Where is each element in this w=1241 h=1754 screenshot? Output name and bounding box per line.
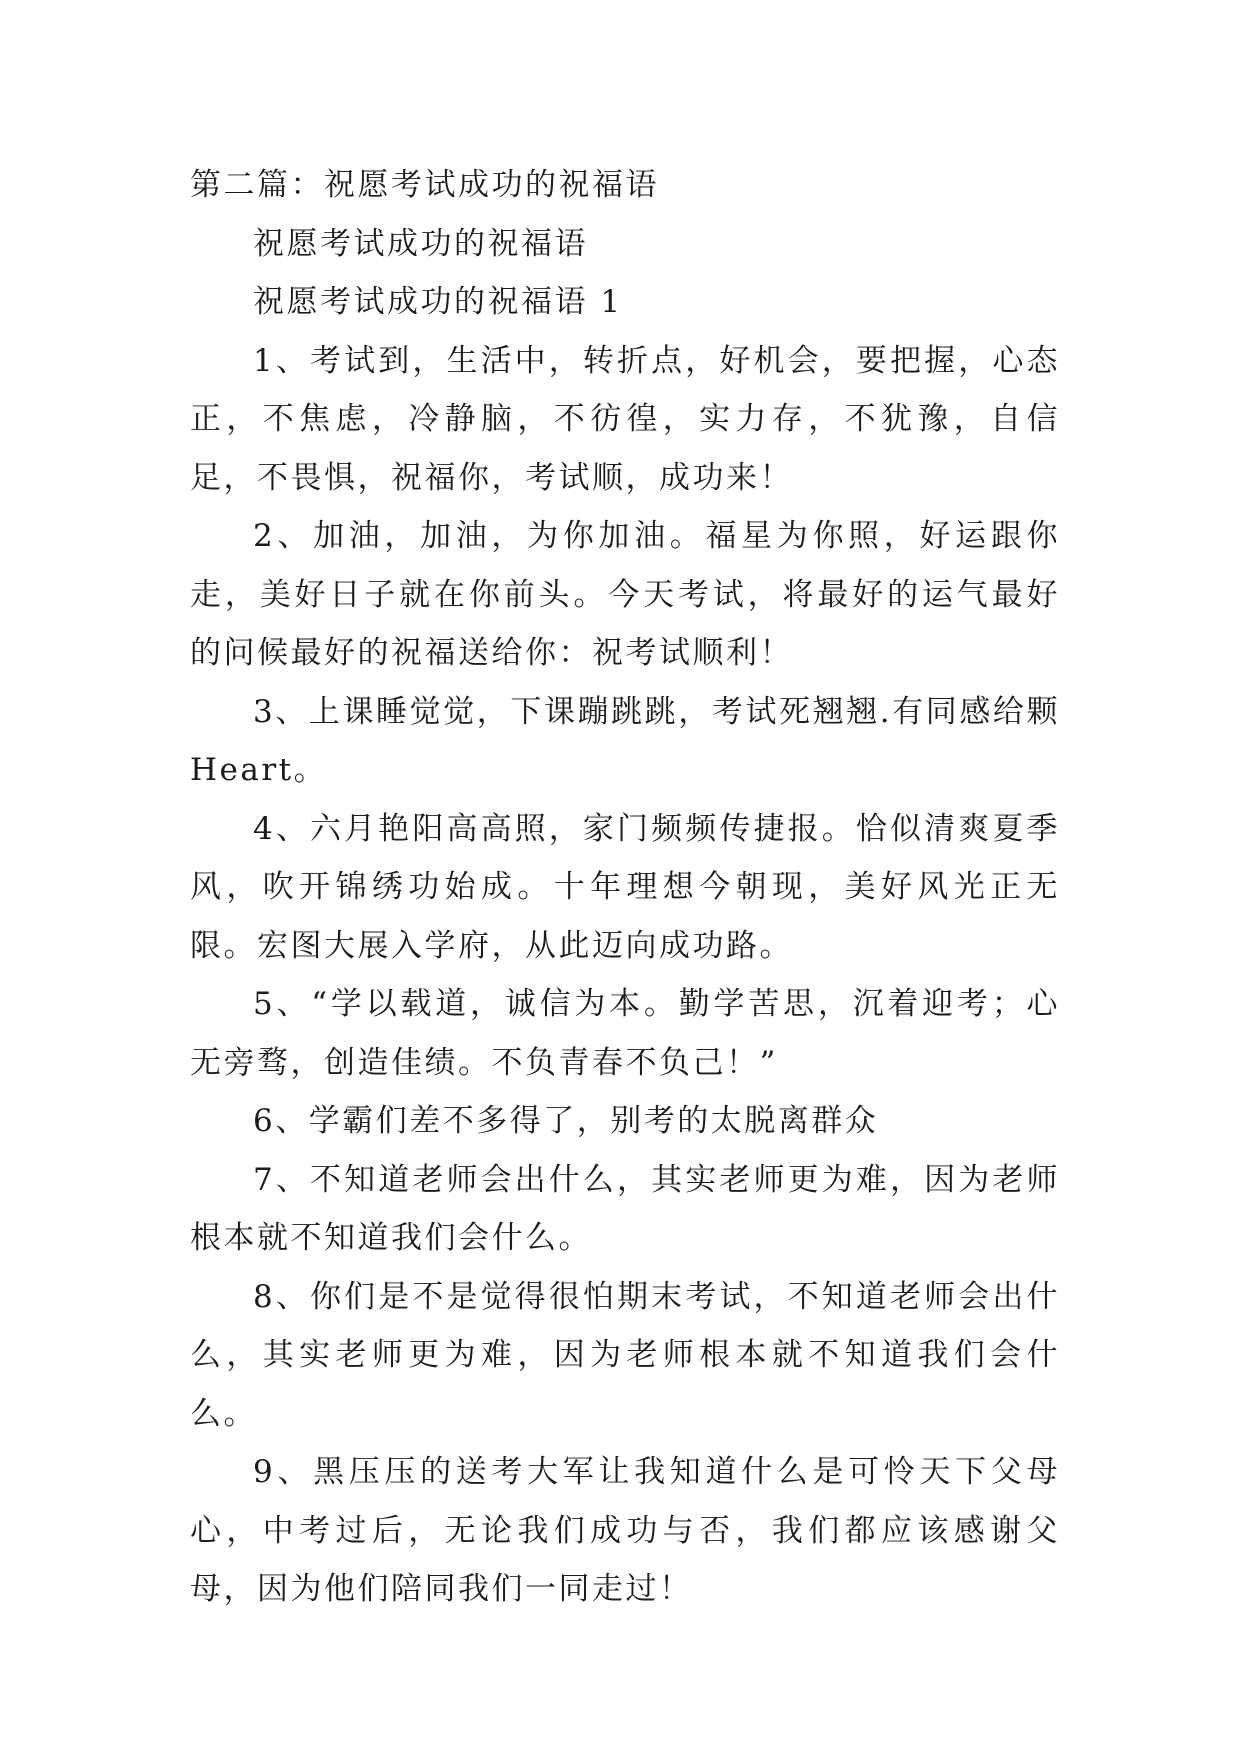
- document-heading: 第二篇：祝愿考试成功的祝福语: [190, 167, 659, 203]
- wish-paragraph-2: 2、加油，加油，为你加油。福星为你照，好运跟你走，美好日子就在你前头。今天考试，将最好的运气最好的问候最好的祝福送给你：祝考试顺利！: [190, 518, 1060, 671]
- section-title: 祝愿考试成功的祝福语 1: [253, 284, 623, 320]
- wish-paragraph-1: 1、考试到，生活中，转折点，好机会，要把握，心态正，不焦虑，冷静脑，不彷徨，实力存，不犹豫，自信足，不畏惧，祝福你，考试顺，成功来！: [190, 342, 1060, 496]
- wish-paragraph-4: 4、六月艳阳高高照，家门频频传捷报。恰似清爽夏季风，吹开锦绣功始成。十年理想今朝现，美好风光正无限。宏图大展入学府，从此迈向成功路。: [190, 810, 1060, 964]
- wish-paragraph-7: 7、不知道老师会出什么，其实老师更为难，因为老师根本就不知道我们会什么。: [190, 1161, 1060, 1256]
- wish-paragraph-5: 5、“学以载道，诚信为本。勤学苦思，沉着迎考；心无旁骛，创造佳绩。不负青春不负己！”: [190, 986, 1060, 1081]
- wish-paragraph-3: 3、上课睡觉觉，下课蹦跳跳，考试死翘翘.有同感给颗Heart。: [190, 693, 1060, 788]
- document-subtitle: 祝愿考试成功的祝福语: [253, 225, 588, 262]
- wish-paragraph-8: 8、你们是不是觉得很怕期末考试，不知道老师会出什么，其实老师更为难，因为老师根本就不知道我们会什么。: [190, 1278, 1060, 1432]
- wish-paragraph-9: 9、黑压压的送考大军让我知道什么是可怜天下父母心，中考过后，无论我们成功与否，我们都应该感谢父母，因为他们陪同我们一同走过！: [190, 1454, 1060, 1607]
- wish-paragraph-6: 6、学霸们差不多得了，别考的太脱离群众: [253, 1103, 879, 1139]
- document-body: [190, 156, 1060, 1619]
